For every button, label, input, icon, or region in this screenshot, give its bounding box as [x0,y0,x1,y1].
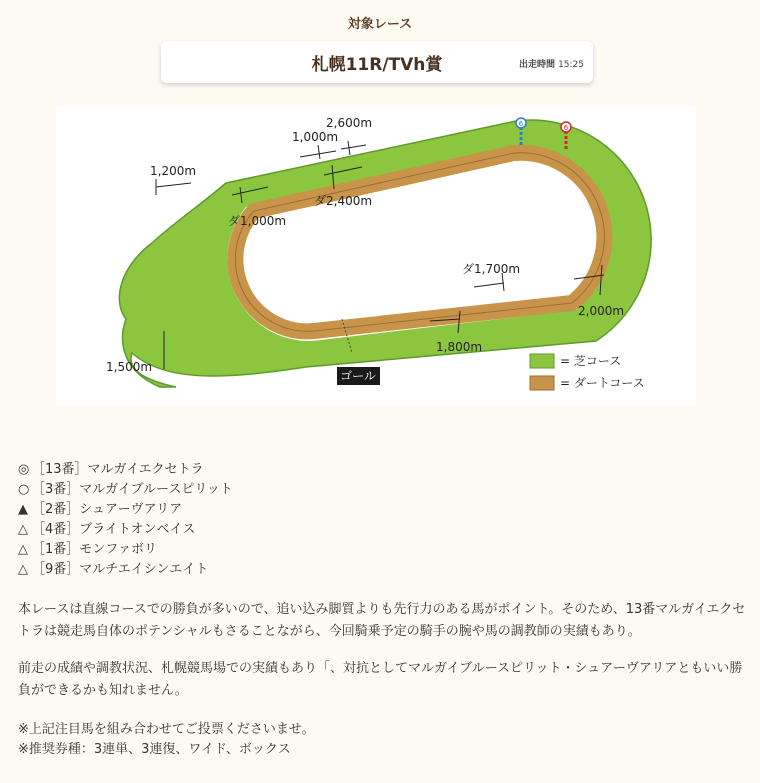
pick-mark: ○ [18,482,30,497]
pick-text: ［3番］マルガイブルースピリット [32,482,233,497]
legend-dirt-label: = ダートコース [560,376,645,390]
pick-item [18,560,233,580]
label-dirt1000: ダ1,000m [228,214,287,228]
race-name: 札幌11R/TVh賞 [311,55,443,75]
race-card [161,41,593,83]
post-time [519,57,584,70]
legend-turf-label: = 芝コース [560,354,622,368]
legend-turf-swatch [530,354,554,368]
note-voting: ※上記注目馬を組み合わせてご投票くださいませ。 [18,722,315,737]
pick-mark: △ [18,522,28,537]
pick-mark: ◎ [18,462,30,477]
comment-paragraph-1: 本レースは直線コースでの勝負が多いので、追い込み脚質よりも先行力のある馬がポイント。そのため、13番マルガイエクセトラは競走馬自体のポテンシャルもさることながら、今回騎乗予定の騎手の腕や馬の調教師の実績もあり。 [18,602,746,639]
pick-text: ［13番］マルガイエクセトラ [32,462,204,477]
tick-1000 [318,145,320,159]
pin-red-number: 6 [563,124,569,132]
label-1200: 1,200m [150,164,197,178]
pick-text: ［2番］シュアーヴアリア [32,502,183,517]
label-2000: 2,000m [578,304,625,318]
label-1500: 1,500m [106,360,153,374]
pick-item [18,540,233,560]
label-dirt2400: ダ2,400m [314,194,373,208]
pick-mark: △ [18,542,28,557]
label-dirt1700: ダ1,700m [462,262,521,276]
pick-text: ［9番］マルチエイシンエイト [32,562,209,577]
course-map [56,105,696,405]
note-ticket-types: ※推奨券種：3連単、3連復、ワイド、ボックス [18,742,291,757]
section-title: 対象レース [347,17,413,32]
pick-mark: ▲ [18,502,28,517]
pick-text: ［1番］モンファボリ [32,542,158,557]
label-2600: 2,600m [326,116,373,130]
pick-item [18,460,233,480]
legend-dirt-swatch [530,376,554,390]
start-line-2600 [341,145,366,149]
pick-text: ［4番］ブライトオンベイス [32,522,196,537]
start-line-1000 [300,151,336,157]
label-1800: 1,800m [436,340,483,354]
comment-paragraph-2: 前走の成績や調教状況、札幌競馬場での実績もあり「、対抗としてマルガイブルースピリット・シュアーヴアリアともいい勝負ができるかも知れません。 [18,661,743,698]
start-line-1200 [156,183,191,187]
pick-item [18,500,233,520]
pin-blue-number: 6 [518,120,524,128]
post-time-label: 出走時間 [519,60,556,70]
pick-item [18,520,233,540]
pick-item [18,480,233,500]
pick-mark: △ [18,562,28,577]
picks-list [18,460,233,580]
post-time-value: 15:25 [558,60,584,70]
goal-label: ゴール [340,369,376,383]
label-1000: 1,000m [292,130,339,144]
